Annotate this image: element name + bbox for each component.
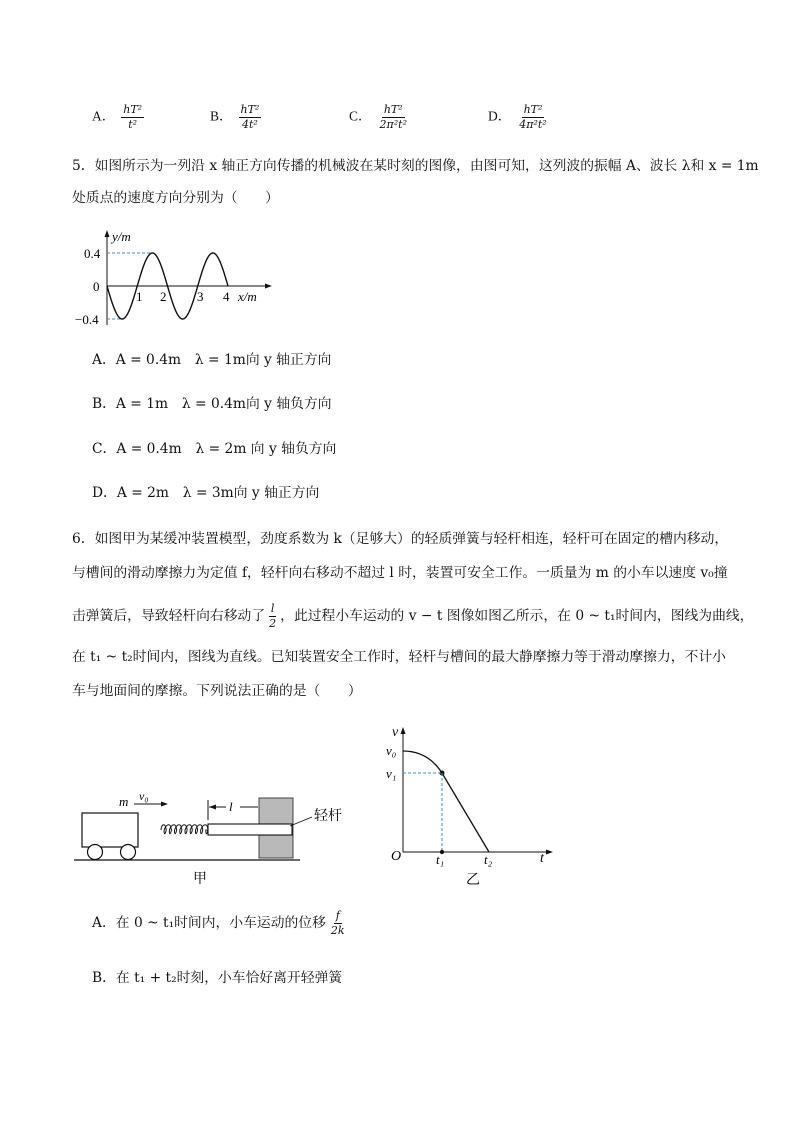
vt-line-segment — [442, 773, 489, 852]
frac-denominator: 2 — [269, 617, 277, 630]
frac-numerator: hT² — [240, 103, 260, 116]
x-tick-3: 3 — [197, 289, 204, 304]
option-letter: A． — [92, 108, 116, 124]
x-axis-label: x/m — [238, 289, 257, 304]
q6-line3-part2: ，此过程小车运动的 v − t 图像如图乙所示，在 0 ~ t₁时间内，图线为曲线， — [280, 608, 754, 624]
q5-option-a: A．A = 0.4m λ = 1m向 y 轴正方向 — [92, 352, 332, 368]
q4-option-a — [92, 104, 144, 130]
figure-jia — [72, 786, 362, 886]
q5-option-b: B．A = 1m λ = 0.4m向 y 轴负方向 — [92, 396, 332, 412]
q6-stem-line4: 在 t₁ ~ t₂时间内，图线为直线。已知装置安全工作时，轻杆与槽间的最大静摩擦力等于滑动摩擦力，不计小 — [72, 649, 726, 665]
q6-option-a-text: A．在 0 ~ t₁时间内，小车运动的位移 — [92, 915, 326, 931]
l-arrow-left — [209, 805, 216, 810]
x-tick-2: 2 — [160, 289, 167, 304]
q6-option-b: B．在 t₁ + t₂时刻，小车恰好离开轻弹簧 — [92, 970, 343, 986]
v-axis-label: v — [392, 725, 399, 740]
q4-option-c — [349, 104, 409, 130]
option-letter: B． — [210, 108, 233, 124]
frac-denominator: 2π²t² — [379, 117, 407, 131]
q6-line3-part1: 击弹簧后，导致轻杆向右移动了 — [72, 608, 266, 624]
t2-label: t₂ — [484, 852, 493, 867]
v1-label: v₁ — [386, 766, 397, 781]
q6-option-a — [92, 907, 347, 939]
unused — [403, 751, 445, 773]
velocity-arrowhead — [161, 802, 168, 807]
option-letter: C． — [349, 108, 372, 124]
y-axis-arrow — [105, 230, 110, 237]
q6-stem-line3 — [72, 600, 753, 632]
x-tick-4: 4 — [223, 289, 230, 304]
frac-denominator: 2k — [330, 924, 345, 937]
v-axis-arrow — [401, 727, 406, 734]
y-tick-neg0.4: −0.4 — [75, 312, 99, 327]
l-label: l — [229, 799, 233, 814]
q6-stem-line5: 车与地面间的摩擦。下列说法正确的是（ ） — [72, 683, 362, 699]
x-tick-1: 1 — [136, 289, 143, 304]
figure-jia-caption: 甲 — [193, 872, 207, 886]
rod-label: 轻杆 — [314, 809, 342, 824]
t-axis-label: t — [540, 851, 544, 866]
t1-label: t₁ — [436, 852, 445, 867]
cart-wheel-left — [88, 845, 103, 860]
x-axis-arrow — [265, 284, 272, 289]
q4-option-d — [488, 104, 549, 130]
q4-option-b — [210, 104, 261, 130]
frac-numerator: hT² — [383, 103, 403, 116]
frac-denominator: 4π²t² — [519, 117, 547, 131]
origin-label: O — [391, 849, 402, 864]
t-axis-arrow — [546, 850, 553, 855]
frac-denominator: 4t² — [242, 117, 258, 131]
mass-label: m — [119, 794, 129, 809]
frac-numerator: f — [335, 909, 340, 923]
q5-stem-line1: 5．如图所示为一列沿 x 轴正方向传播的机械波在某时刻的图像，由图可知，这列波的振幅 A、波长 λ和 x = 1m — [72, 158, 759, 174]
frac-numerator: l — [270, 602, 275, 616]
y-tick-0: 0 — [93, 279, 100, 294]
cart-body — [82, 813, 138, 847]
figure-yi — [380, 722, 580, 888]
vt-curve-segment — [403, 751, 442, 773]
frac-numerator: hT² — [123, 103, 143, 116]
frac-numerator: hT² — [523, 103, 543, 116]
q6-stem-line2: 与槽间的滑动摩擦力为定值 f，轻杆向右移动不超过 l 时，装置可安全工作。一质量为 m 的小车以速度 v₀撞 — [72, 565, 728, 581]
v0-label: v₀ — [386, 743, 397, 758]
cart-wheel-right — [121, 845, 136, 860]
figure-yi-caption: 乙 — [466, 873, 480, 888]
q5-option-c: C．A = 0.4m λ = 2m 向 y 轴负方向 — [92, 441, 337, 457]
spring — [161, 825, 208, 834]
frac-denominator: t² — [128, 117, 138, 131]
q6-stem-line1: 6．如图甲为某缓冲装置模型，劲度系数为 k（足够大）的轻质弹簧与轻杆相连，轻杆可在固定的槽内移动， — [72, 531, 729, 547]
wave-graph — [74, 228, 274, 330]
option-letter: D． — [488, 108, 512, 124]
y-axis-label: y/m — [112, 229, 131, 244]
q5-option-d: D．A = 2m λ = 3m向 y 轴正方向 — [92, 485, 320, 501]
q5-stem-line2: 处质点的速度方向分别为（ ） — [72, 190, 279, 206]
y-tick-0.4: 0.4 — [84, 246, 101, 261]
light-rod — [208, 824, 292, 835]
velocity-label: v₀ — [139, 789, 149, 803]
